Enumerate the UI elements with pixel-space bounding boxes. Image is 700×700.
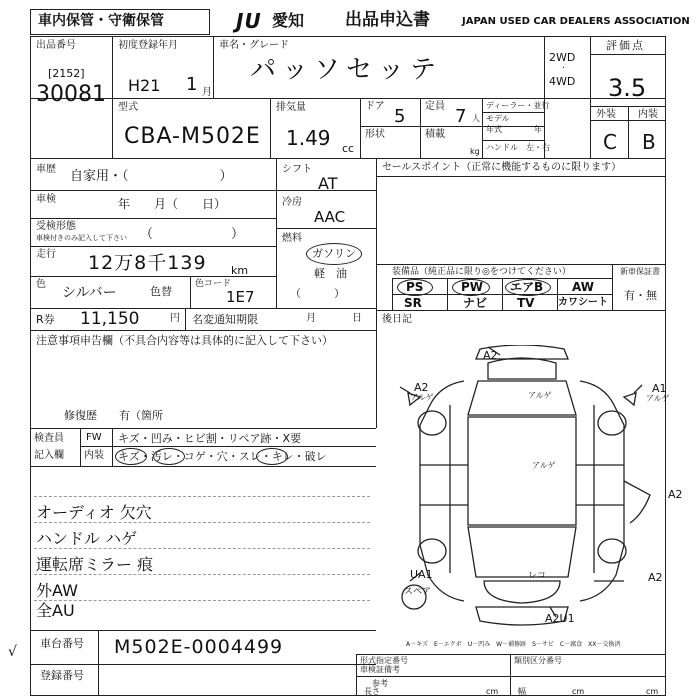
ju-logo: JU xyxy=(236,9,262,33)
inspection-label: 車検 xyxy=(36,194,56,205)
shift-value: AT xyxy=(318,174,338,193)
equip-airbag: エアB xyxy=(510,280,544,294)
equip-airbag-circle xyxy=(505,279,551,296)
length-label: 長さ xyxy=(364,687,380,696)
note-line-2: ハンドル ハゲ xyxy=(36,529,138,548)
equipment-label: 装備品（純正品に限り◎をつけてください） xyxy=(392,267,571,277)
fuel-gasoline: ガソリン xyxy=(312,247,356,260)
check-mark: √ xyxy=(8,644,17,660)
load-label: 積載 xyxy=(425,129,445,140)
capacity-label: 定員 xyxy=(425,101,445,112)
interior-dirt-circle xyxy=(153,448,185,465)
diagram-a2-left: A2 xyxy=(414,381,429,394)
load-unit: kg xyxy=(470,147,480,156)
first-registration-era: H21 xyxy=(128,76,161,95)
model-year-label2: 年式 xyxy=(486,125,502,134)
recycle-ticket-unit: 円 xyxy=(170,313,180,324)
lot-number-value: 30081 xyxy=(36,82,106,107)
interior-check-label: 内装 xyxy=(84,450,104,461)
recycle-ticket-label: R券 xyxy=(36,313,55,326)
receive-form-note: 車検付きのみ記入して下さい xyxy=(36,234,127,242)
fw-label: FW xyxy=(86,432,102,443)
history-label: 車歴 xyxy=(36,164,56,175)
color-code-value: 1E7 xyxy=(226,288,255,306)
capacity-unit: 人 xyxy=(472,114,480,123)
receive-form-value: （ ） xyxy=(140,227,245,242)
diagram-rear-center: レコ xyxy=(528,571,547,581)
diagram-center-sub: アルゲ xyxy=(532,461,556,470)
door-label: ドア xyxy=(365,101,385,112)
receive-form-label: 受検形態 xyxy=(36,221,76,232)
history-value: 自家用・（ ） xyxy=(70,169,233,184)
model-value: パッソセッテ xyxy=(250,55,443,85)
after-notes-label: 後日記 xyxy=(382,314,412,325)
diagram-spare: スペア xyxy=(404,587,432,597)
interior-wear-circle xyxy=(256,448,288,465)
first-registration-month: 1 xyxy=(186,74,198,95)
note-line-4: 外AW xyxy=(36,581,78,600)
displacement-label: 排気量 xyxy=(276,102,306,113)
displacement-value: 1.49 xyxy=(286,126,331,150)
certificate-note-label: 車検証備考 xyxy=(360,665,400,674)
fuel-label: 燃料 xyxy=(282,233,302,244)
interior-scratch-circle xyxy=(115,448,147,465)
height-unit: cm xyxy=(646,687,659,696)
shape-label: 形状 xyxy=(365,129,385,140)
handle-label: ハンドル 左・右 xyxy=(486,143,550,152)
mileage-unit: km xyxy=(231,264,249,277)
exterior-grade: C xyxy=(603,130,617,154)
diagram-ua1: UA1 xyxy=(410,568,433,581)
diagram-a2-top: A2 xyxy=(483,349,498,362)
diagram-top-sub: アルゲ xyxy=(528,391,552,400)
model-year-label1: モデル xyxy=(486,114,510,123)
drive-4wd: 4WD xyxy=(549,75,576,88)
diagram-a1-right: A1 xyxy=(652,382,667,395)
color-code-label: 色コード xyxy=(195,279,232,289)
equip-leather: カワシート xyxy=(558,297,608,308)
first-registration-label: 初度登録年月 xyxy=(118,40,178,51)
score-value: 3.5 xyxy=(608,74,647,102)
diagram-a2-side: A2 xyxy=(668,488,683,501)
length-unit: cm xyxy=(486,687,499,696)
inspection-value: 年 月（ 日） xyxy=(118,197,227,211)
sales-point-label: セールスポイント（正常に機能するものに限ります） xyxy=(382,162,622,173)
chassis-number-value: M502E-0004499 xyxy=(114,636,284,658)
color-label: 色 xyxy=(36,279,46,290)
ac-label: 冷房 xyxy=(282,197,302,208)
type-designation-label: 形式指定番号 xyxy=(360,656,408,665)
drive-dot: · xyxy=(562,63,566,74)
registration-number-label: 登録番号 xyxy=(40,669,84,682)
shift-label: シフト xyxy=(282,164,312,175)
prefecture-label: 愛知 xyxy=(272,11,305,30)
equip-tv: TV xyxy=(517,296,535,310)
diagram-a2-rear: A2 xyxy=(648,571,663,584)
width-label: 幅 xyxy=(518,687,526,696)
equip-navi: ナビ xyxy=(463,296,488,310)
note-line-3: 運転席ミラー 痕 xyxy=(36,555,154,574)
name-change-day: 日 xyxy=(352,313,362,324)
diagram-a2-left-sub: アルゲ xyxy=(410,393,434,402)
equip-aw: AW xyxy=(572,280,594,294)
interior-label: 内装 xyxy=(638,109,658,120)
chassis-number-label: 車台番号 xyxy=(40,637,84,650)
repaint-label: 色替 xyxy=(150,285,172,298)
fuel-other: （ ） xyxy=(290,287,345,300)
type-label: 型式 xyxy=(118,102,138,113)
displacement-unit: cc xyxy=(342,142,355,155)
equip-sr: SR xyxy=(404,296,422,310)
model-year-unit: 年 xyxy=(534,125,542,134)
class-number-label: 類別区分番号 xyxy=(514,656,562,665)
inspector-entry-label: 記入欄 xyxy=(34,450,64,461)
fuel-diesel: 軽 油 xyxy=(314,267,347,280)
diagram-a1-right-sub: アルゲ xyxy=(646,394,670,403)
first-registration-unit: 月 xyxy=(202,87,212,98)
type-value: CBA-M502E xyxy=(124,124,261,149)
dealer-label: ディーラー・並行 xyxy=(486,101,550,110)
ac-value: AAC xyxy=(314,208,346,226)
association-name: JAPAN USED CAR DEALERS ASSOCIATION xyxy=(462,16,690,27)
repair-history-label: 修復歴 有（箇所 xyxy=(64,409,163,422)
mileage-label: 走行 xyxy=(36,249,56,260)
diagram-a2u1: A2U1 xyxy=(545,612,575,625)
warranty-label: 新車保証書 xyxy=(620,267,660,276)
damage-legend: A－キズ E－エクボ U－凹み W－補修跡 S－サビ C－腐食 XX－交換済 xyxy=(406,641,621,648)
exterior-label: 外装 xyxy=(596,109,616,120)
drive-2wd: 2WD xyxy=(549,51,576,64)
reference-label: 参考 xyxy=(372,679,388,688)
name-change-label: 名変通知期限 xyxy=(192,313,258,326)
interior-grade: B xyxy=(642,130,656,154)
capacity-value: 7 xyxy=(455,106,467,127)
note-line-1: オーディオ 欠穴 xyxy=(36,503,152,522)
form-title: 出品申込書 xyxy=(345,10,430,30)
lot-small-number: [2152] xyxy=(48,67,85,80)
score-label: 評価点 xyxy=(606,39,645,52)
door-value: 5 xyxy=(394,106,406,127)
notes-label: 注意事項申告欄（不具合内容等は具体的に記入して下さい） xyxy=(36,334,333,347)
recycle-ticket-value: 11,150 xyxy=(80,309,140,329)
fuel-gasoline-circle xyxy=(306,243,362,265)
storage-label: 車内保管・守衛保管 xyxy=(38,13,164,29)
inspector-label: 検査員 xyxy=(34,433,64,444)
model-label: 車名・グレード xyxy=(219,40,289,51)
warranty-value: 有・無 xyxy=(624,289,657,302)
width-unit: cm xyxy=(572,687,585,696)
mileage-value: 12万8千139 xyxy=(88,252,207,274)
interior-items: キズ・汚レ・コゲ・穴・スレ・キレ・破レ xyxy=(118,450,327,463)
equip-pw-circle xyxy=(452,279,490,296)
equip-ps-circle xyxy=(397,279,433,296)
equip-ps: PS xyxy=(406,280,424,294)
note-line-5: 全AU xyxy=(36,601,75,620)
name-change-month: 月 xyxy=(306,313,316,324)
color-value: シルバー xyxy=(62,285,117,301)
lot-number-label: 出品番号 xyxy=(36,40,76,51)
fw-items: キズ・凹み・ヒビ割・リペア跡・X要 xyxy=(118,432,302,445)
equip-pw: PW xyxy=(461,280,484,294)
